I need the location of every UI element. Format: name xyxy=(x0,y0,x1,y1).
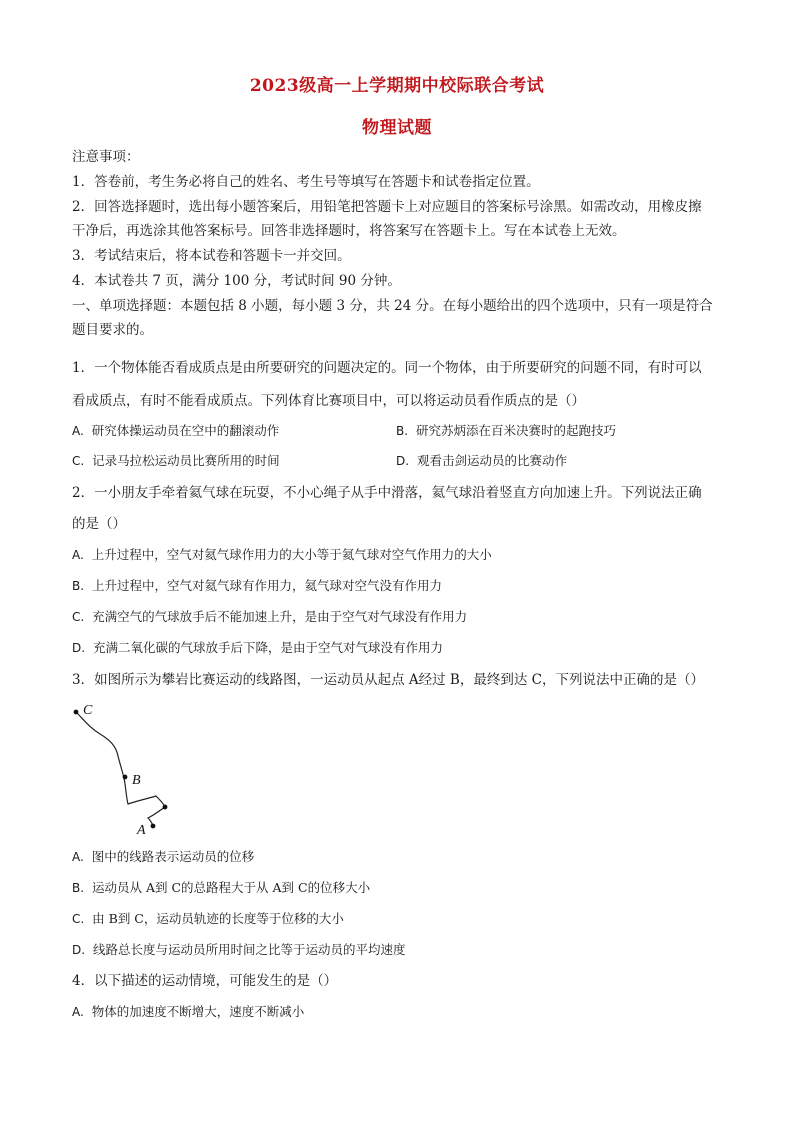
q1-option-c: C. 记录马拉松运动员比赛所用的时间 xyxy=(72,453,280,468)
q2-option-c: C. 充满空气的气球放手后不能加速上升，是由于空气对气球没有作用力 xyxy=(72,609,468,624)
note-item-2: 2．回答选择题时，选出每小题答案后，用铅笔把答题卡上对应题目的答案标号涂黑。如需改动，用橡皮擦 xyxy=(72,199,702,215)
note-item-1: 1．答卷前，考生务必将自己的姓名、考生号等填写在答题卡和试卷指定位置。 xyxy=(72,174,540,190)
label-b: B xyxy=(132,773,141,788)
q3-option-d: D. 线路总长度与运动员所用时间之比等于运动员的平均速度 xyxy=(72,942,406,957)
q2-stem-line1: 2．一小朋友手牵着氦气球在玩耍，不小心绳子从手中滑落，氦气球沿着竖直方向加速上升。下列说法正确 xyxy=(72,485,702,501)
note-item-2-cont: 干净后，再选涂其他答案标号。回答非选择题时，将答案写在答题卡上。写在本试卷上无效。 xyxy=(72,223,626,239)
q1-option-b: B. 研究苏炳添在百米决赛时的起跑技巧 xyxy=(396,423,617,438)
point-c xyxy=(74,710,79,715)
label-a: A xyxy=(137,823,146,838)
point-b xyxy=(123,775,128,780)
q1-stem-line1: 1．一个物体能否看成质点是由所要研究的问题决定的。同一个物体，由于所要研究的问题不同，有时可以 xyxy=(72,360,702,376)
q4-stem: 4．以下描述的运动情境，可能发生的是（） xyxy=(72,973,338,989)
route-path-diagram xyxy=(70,700,180,840)
q2-stem-line2: 的是（） xyxy=(72,516,126,532)
q4-option-a: A. 物体的加速度不断增大，速度不断减小 xyxy=(72,1004,305,1019)
note-item-4: 4．本试卷共 7 页，满分 100 分，考试时间 90 分钟。 xyxy=(72,273,401,289)
q3-option-b: B. 运动员从 A到 C的总路程大于从 A到 C的位移大小 xyxy=(72,880,371,895)
q1-option-a: A. 研究体操运动员在空中的翻滚动作 xyxy=(72,423,280,438)
q2-option-a: A. 上升过程中，空气对氦气球作用力的大小等于氦气球对空气作用力的大小 xyxy=(72,547,492,562)
climbing-route-figure xyxy=(70,700,180,840)
point-a xyxy=(151,824,156,829)
q3-option-a: A. 图中的线路表示运动员的位移 xyxy=(72,849,255,864)
q2-option-d: D. 充满二氧化碳的气球放手后下降，是由于空气对气球没有作用力 xyxy=(72,640,444,655)
q1-option-d: D. 观看击剑运动员的比赛动作 xyxy=(396,453,568,468)
q1-stem-line2: 看成质点，有时不能看成质点。下列体育比赛项目中，可以将运动员看作质点的是（） xyxy=(72,393,585,409)
route-path xyxy=(76,712,165,826)
q3-stem: 3．如图所示为攀岩比赛运动的线路图，一运动员从起点 A经过 B，最终到达 C，下列说法中正确的是（） xyxy=(72,672,704,688)
exam-title: 2023级高一上学期期中校际联合考试 xyxy=(249,76,545,96)
section1-instructions-cont: 题目要求的。 xyxy=(72,322,153,338)
notes-heading: 注意事项： xyxy=(72,149,140,165)
q3-option-c: C. 由 B到 C，运动员轨迹的长度等于位移的大小 xyxy=(72,911,344,926)
section1-instructions: 一、单项选择题：本题包括 8 小题，每小题 3 分，共 24 分。在每小题给出的四个选项中，只有一项是符合 xyxy=(72,298,713,314)
note-item-3: 3．考试结束后，将本试卷和答题卡一并交回。 xyxy=(72,248,351,264)
point-turn xyxy=(163,805,168,810)
q2-option-b: B. 上升过程中，空气对氦气球有作用力，氦气球对空气没有作用力 xyxy=(72,578,443,593)
exam-subtitle: 物理试题 xyxy=(362,118,432,138)
label-c: C xyxy=(83,703,93,718)
